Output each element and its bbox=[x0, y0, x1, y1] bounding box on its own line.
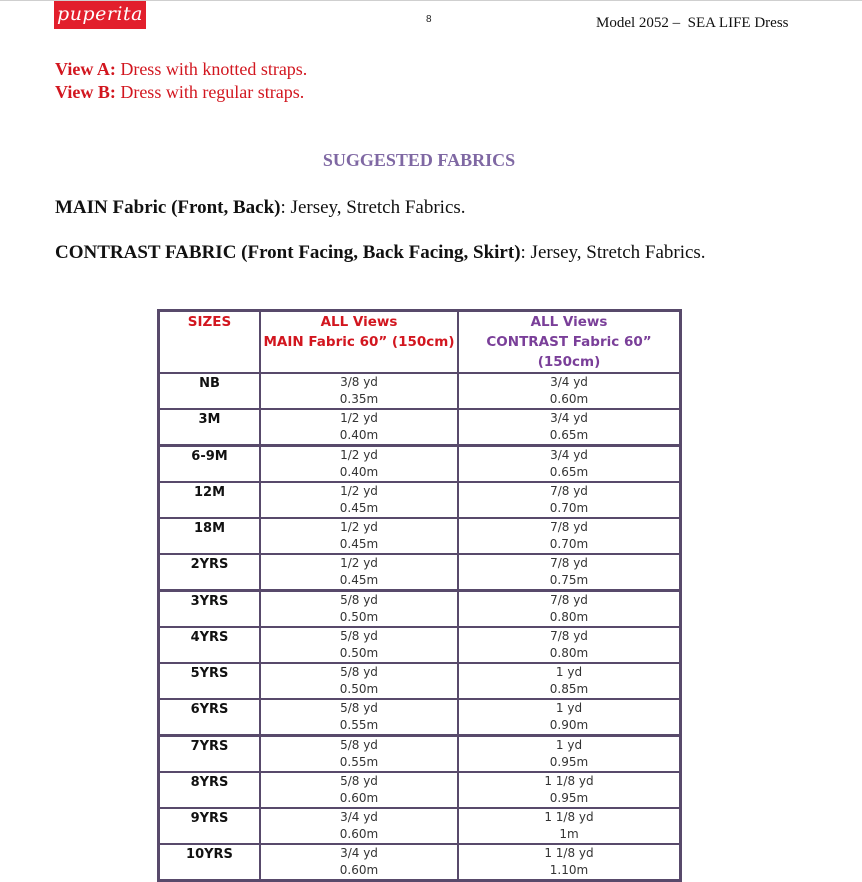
main-fabric-cell bbox=[260, 736, 458, 773]
header-main-line1: ALL Views bbox=[320, 314, 398, 330]
size-cell bbox=[159, 373, 261, 409]
contrast-fabric-cell bbox=[458, 844, 681, 881]
main-fabric-cell bbox=[260, 808, 458, 844]
contrast-fabric-cell bbox=[458, 808, 681, 844]
contrast-fabric-label: CONTRAST FABRIC (Front Facing, Back Facing, Skirt) bbox=[55, 242, 521, 263]
size-label: 6-9M bbox=[191, 449, 228, 464]
contrast-yards: 7/8 yd bbox=[550, 629, 588, 643]
contrast-yards: 7/8 yd bbox=[550, 556, 588, 570]
brand-logo: puperita bbox=[54, 1, 146, 29]
main-yards: 5/8 yd bbox=[340, 665, 378, 679]
contrast-yards: 3/4 yd bbox=[550, 448, 588, 462]
table-row bbox=[159, 699, 681, 736]
contrast-fabric-cell bbox=[458, 482, 681, 518]
table-row bbox=[159, 663, 681, 699]
main-meters: 0.40m bbox=[339, 428, 379, 442]
contrast-fabric-cell bbox=[458, 699, 681, 736]
table-row bbox=[159, 373, 681, 409]
size-cell bbox=[159, 699, 261, 736]
contrast-meters: 0.90m bbox=[549, 718, 589, 732]
main-meters: 0.55m bbox=[339, 755, 379, 769]
main-fabric-cell bbox=[260, 844, 458, 881]
table-row bbox=[159, 591, 681, 628]
fabric-requirements-table bbox=[157, 309, 682, 882]
size-label: 7YRS bbox=[190, 739, 229, 754]
contrast-meters: 0.70m bbox=[549, 537, 589, 551]
header-contrast-fabric bbox=[458, 311, 681, 374]
main-fabric-cell bbox=[260, 482, 458, 518]
header-contrast-line2: CONTRAST Fabric 60” (150cm) bbox=[486, 334, 652, 370]
contrast-yards: 1 yd bbox=[555, 701, 583, 715]
contrast-yards: 3/4 yd bbox=[550, 411, 588, 425]
header-sizes: SIZES bbox=[159, 311, 261, 374]
contrast-fabric-text: : Jersey, Stretch Fabrics. bbox=[520, 242, 706, 263]
header-main-fabric bbox=[260, 311, 458, 374]
contrast-fabric-line bbox=[55, 242, 706, 264]
contrast-yards: 1 yd bbox=[555, 665, 583, 679]
main-yards: 1/2 yd bbox=[340, 520, 378, 534]
main-meters: 0.45m bbox=[339, 573, 379, 587]
size-label: 2YRS bbox=[190, 557, 229, 572]
size-cell bbox=[159, 591, 261, 628]
contrast-meters: 0.95m bbox=[549, 755, 589, 769]
contrast-fabric-cell bbox=[458, 772, 681, 808]
contrast-fabric-cell bbox=[458, 736, 681, 773]
table-row bbox=[159, 844, 681, 881]
contrast-meters: 1.10m bbox=[549, 863, 589, 877]
contrast-meters: 0.80m bbox=[549, 610, 589, 624]
table-row bbox=[159, 554, 681, 591]
contrast-fabric-cell bbox=[458, 446, 681, 483]
size-cell bbox=[159, 446, 261, 483]
size-label: 10YRS bbox=[186, 847, 233, 862]
table-row bbox=[159, 736, 681, 773]
main-meters: 0.55m bbox=[339, 718, 379, 732]
view-a-text: Dress with knotted straps. bbox=[115, 59, 308, 79]
contrast-meters: 1m bbox=[559, 827, 579, 841]
size-label: 6YRS bbox=[190, 702, 229, 717]
model-title: Model 2052 – SEA LIFE Dress bbox=[596, 15, 789, 31]
main-fabric-cell bbox=[260, 373, 458, 409]
size-cell bbox=[159, 844, 261, 881]
main-fabric-label: MAIN Fabric (Front, Back) bbox=[55, 197, 281, 218]
contrast-fabric-cell bbox=[458, 591, 681, 628]
main-yards: 1/2 yd bbox=[340, 556, 378, 570]
contrast-meters: 0.75m bbox=[549, 573, 589, 587]
main-fabric-cell bbox=[260, 772, 458, 808]
contrast-meters: 0.80m bbox=[549, 646, 589, 660]
contrast-meters: 0.65m bbox=[549, 465, 589, 479]
suggested-fabrics-title: SUGGESTED FABRICS bbox=[322, 150, 516, 170]
contrast-yards: 7/8 yd bbox=[550, 484, 588, 498]
size-cell bbox=[159, 772, 261, 808]
main-meters: 0.60m bbox=[339, 827, 379, 841]
size-label: 4YRS bbox=[190, 630, 229, 645]
view-b-text: Dress with regular straps. bbox=[115, 82, 305, 102]
table-row bbox=[159, 446, 681, 483]
contrast-meters: 0.60m bbox=[549, 392, 589, 406]
main-meters: 0.60m bbox=[339, 791, 379, 805]
contrast-meters: 0.65m bbox=[549, 428, 589, 442]
main-fabric-cell bbox=[260, 409, 458, 446]
size-cell bbox=[159, 482, 261, 518]
contrast-yards: 7/8 yd bbox=[550, 520, 588, 534]
size-label: 8YRS bbox=[190, 775, 229, 790]
main-fabric-cell bbox=[260, 627, 458, 663]
contrast-fabric-cell bbox=[458, 409, 681, 446]
main-yards: 5/8 yd bbox=[340, 738, 378, 752]
header-main-line2: MAIN Fabric 60” (150cm) bbox=[263, 334, 455, 350]
page-number: 8 bbox=[426, 14, 432, 25]
main-fabric-line bbox=[55, 197, 466, 219]
main-fabric-cell bbox=[260, 591, 458, 628]
contrast-yards: 1 1/8 yd bbox=[544, 810, 594, 824]
view-a-description bbox=[55, 59, 307, 80]
main-yards: 1/2 yd bbox=[340, 448, 378, 462]
table-row bbox=[159, 409, 681, 446]
size-cell bbox=[159, 663, 261, 699]
main-yards: 5/8 yd bbox=[340, 774, 378, 788]
main-yards: 3/8 yd bbox=[340, 375, 378, 389]
main-fabric-text: : Jersey, Stretch Fabrics. bbox=[280, 197, 466, 218]
main-fabric-cell bbox=[260, 699, 458, 736]
size-cell bbox=[159, 554, 261, 591]
size-label: NB bbox=[199, 376, 220, 391]
size-cell bbox=[159, 518, 261, 554]
main-meters: 0.35m bbox=[339, 392, 379, 406]
contrast-yards: 1 yd bbox=[555, 738, 583, 752]
main-fabric-cell bbox=[260, 663, 458, 699]
view-a-label: View A: bbox=[55, 59, 116, 79]
contrast-fabric-cell bbox=[458, 554, 681, 591]
size-cell bbox=[159, 627, 261, 663]
contrast-fabric-cell bbox=[458, 627, 681, 663]
main-fabric-cell bbox=[260, 446, 458, 483]
main-meters: 0.40m bbox=[339, 465, 379, 479]
main-yards: 3/4 yd bbox=[340, 846, 378, 860]
main-yards: 1/2 yd bbox=[340, 411, 378, 425]
contrast-meters: 0.95m bbox=[549, 791, 589, 805]
size-cell bbox=[159, 409, 261, 446]
size-cell bbox=[159, 736, 261, 773]
header-contrast-line1: ALL Views bbox=[530, 314, 608, 330]
main-meters: 0.45m bbox=[339, 501, 379, 515]
contrast-meters: 0.85m bbox=[549, 682, 589, 696]
contrast-yards: 1 1/8 yd bbox=[544, 774, 594, 788]
main-meters: 0.60m bbox=[339, 863, 379, 877]
contrast-yards: 7/8 yd bbox=[550, 593, 588, 607]
size-label: 3M bbox=[198, 412, 221, 427]
view-b-label: View B: bbox=[55, 82, 116, 102]
size-label: 18M bbox=[193, 521, 226, 536]
main-yards: 5/8 yd bbox=[340, 593, 378, 607]
contrast-fabric-cell bbox=[458, 518, 681, 554]
main-meters: 0.45m bbox=[339, 537, 379, 551]
main-meters: 0.50m bbox=[339, 646, 379, 660]
main-yards: 5/8 yd bbox=[340, 701, 378, 715]
contrast-meters: 0.70m bbox=[549, 501, 589, 515]
table-row bbox=[159, 627, 681, 663]
table-header-row bbox=[159, 311, 681, 374]
main-fabric-cell bbox=[260, 518, 458, 554]
size-label: 5YRS bbox=[190, 666, 229, 681]
table-row bbox=[159, 482, 681, 518]
table-row bbox=[159, 772, 681, 808]
contrast-yards: 3/4 yd bbox=[550, 375, 588, 389]
contrast-fabric-cell bbox=[458, 663, 681, 699]
main-yards: 3/4 yd bbox=[340, 810, 378, 824]
size-label: 12M bbox=[193, 485, 226, 500]
size-label: 9YRS bbox=[190, 811, 229, 826]
table-row bbox=[159, 518, 681, 554]
size-label: 3YRS bbox=[190, 594, 229, 609]
size-cell bbox=[159, 808, 261, 844]
main-fabric-cell bbox=[260, 554, 458, 591]
contrast-fabric-cell bbox=[458, 373, 681, 409]
main-meters: 0.50m bbox=[339, 610, 379, 624]
main-yards: 1/2 yd bbox=[340, 484, 378, 498]
contrast-yards: 1 1/8 yd bbox=[544, 846, 594, 860]
table-row bbox=[159, 808, 681, 844]
main-meters: 0.50m bbox=[339, 682, 379, 696]
view-b-description bbox=[55, 82, 304, 103]
main-yards: 5/8 yd bbox=[340, 629, 378, 643]
